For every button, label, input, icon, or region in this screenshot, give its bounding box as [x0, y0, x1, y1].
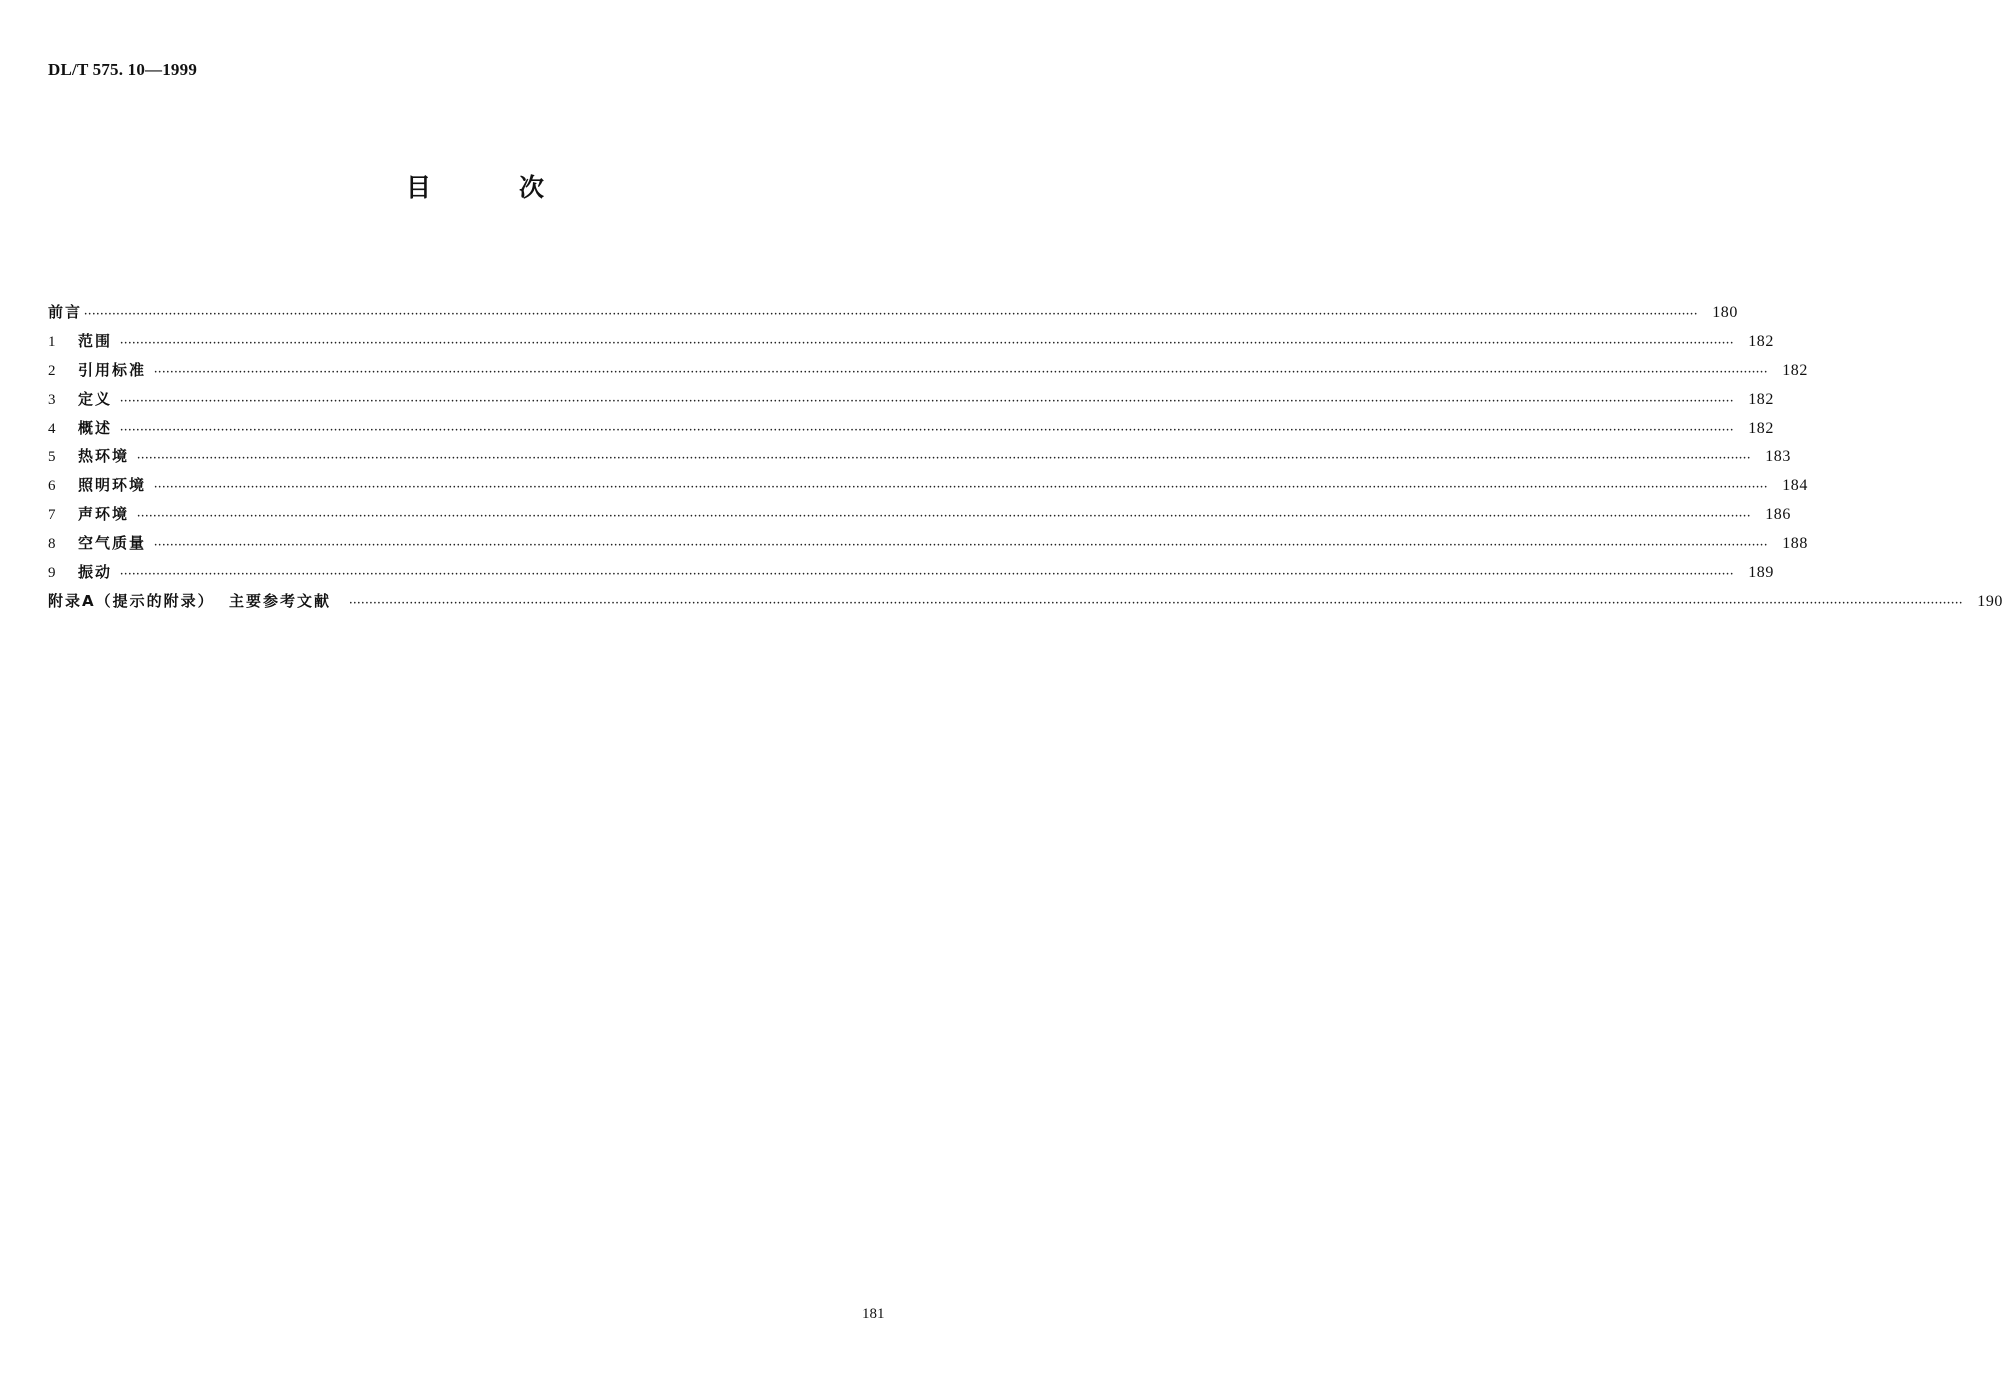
toc-entry-page: 182	[1748, 419, 1774, 437]
toc-entry-number: 7	[48, 507, 56, 524]
dot-leader: ················································································································································································································································································································································································································	[120, 424, 1734, 436]
toc-entry-page: 182	[1748, 332, 1774, 350]
page-number: 181	[862, 1306, 885, 1322]
toc-entry-title: 概述	[78, 418, 113, 437]
toc-entry-page: 186	[1765, 506, 1791, 524]
toc-entry-title: 引用标准	[78, 360, 147, 379]
dot-leader: ················································································································································································································································································································································································································	[154, 366, 1768, 378]
toc-entry-acoustic[interactable]	[48, 500, 1791, 529]
dot-leader: ················································································································································································································································································································································································································	[349, 597, 1964, 609]
dot-leader: ················································································································································································································································································································································································································	[120, 337, 1734, 349]
toc-entry-title: 范围	[78, 331, 113, 350]
toc-entry-page: 182	[1748, 390, 1774, 408]
toc-entry-number: 6	[48, 478, 56, 495]
toc-entry-number: 2	[48, 362, 56, 379]
toc-entry-foreword[interactable]	[48, 298, 1738, 327]
toc-list	[48, 298, 2003, 616]
dot-leader: ················································································································································································································································································································································································································	[154, 482, 1768, 494]
toc-entry-title: 定义	[78, 389, 113, 408]
toc-entry-vibration[interactable]	[48, 558, 1774, 587]
toc-entry-page: 188	[1782, 535, 1808, 553]
toc-entry-title: 空气质量	[78, 534, 147, 553]
dot-leader: ················································································································································································································································································································································································································	[120, 569, 1734, 581]
toc-entry-thermal[interactable]	[48, 442, 1791, 471]
toc-entry-title: 附录A（提示的附录） 主要参考文献	[48, 591, 332, 610]
toc-entry-references[interactable]	[48, 356, 1808, 385]
toc-entry-title: 照明环境	[78, 476, 147, 495]
toc-entry-air-quality[interactable]	[48, 529, 1808, 558]
toc-entry-number: 8	[48, 536, 56, 553]
dot-leader: ················································································································································································································································································································································································································	[137, 511, 1751, 523]
toc-entry-page: 183	[1765, 448, 1791, 466]
toc-title-char-2: 次	[519, 173, 545, 202]
dot-leader: ················································································································································································································································································································································································································	[84, 309, 1698, 320]
toc-entry-scope[interactable]	[48, 327, 1774, 356]
toc-entry-page: 190	[1977, 592, 2003, 610]
toc-entry-number: 3	[48, 391, 56, 408]
dot-leader: ················································································································································································································································································································································································································	[154, 540, 1768, 552]
toc-entry-page: 189	[1748, 564, 1774, 582]
standard-number: DL/T 575. 10—1999	[48, 60, 198, 79]
dot-leader: ················································································································································································································································································································································································································	[137, 453, 1751, 465]
toc-entry-title: 热环境	[78, 447, 130, 466]
toc-entry-number: 4	[48, 420, 56, 437]
toc-entry-page: 182	[1782, 361, 1808, 379]
toc-entry-definitions[interactable]	[48, 385, 1774, 414]
toc-entry-title: 声环境	[78, 505, 130, 524]
dot-leader: ················································································································································································································································································································································································································	[120, 395, 1734, 407]
toc-title	[0, 168, 950, 204]
toc-entry-lighting[interactable]	[48, 471, 1808, 500]
toc-entry-title: 前言	[48, 303, 83, 321]
toc-entry-appendix-a[interactable]	[48, 587, 2003, 616]
toc-entry-number: 1	[48, 333, 56, 350]
toc-entry-title: 振动	[78, 563, 113, 582]
toc-entry-page: 184	[1782, 477, 1808, 495]
toc-entry-page: 180	[1712, 304, 1738, 321]
toc-title-char-1: 目	[406, 173, 432, 202]
toc-entry-overview[interactable]	[48, 414, 1774, 443]
toc-entry-number: 9	[48, 565, 56, 582]
toc-entry-number: 5	[48, 449, 56, 466]
